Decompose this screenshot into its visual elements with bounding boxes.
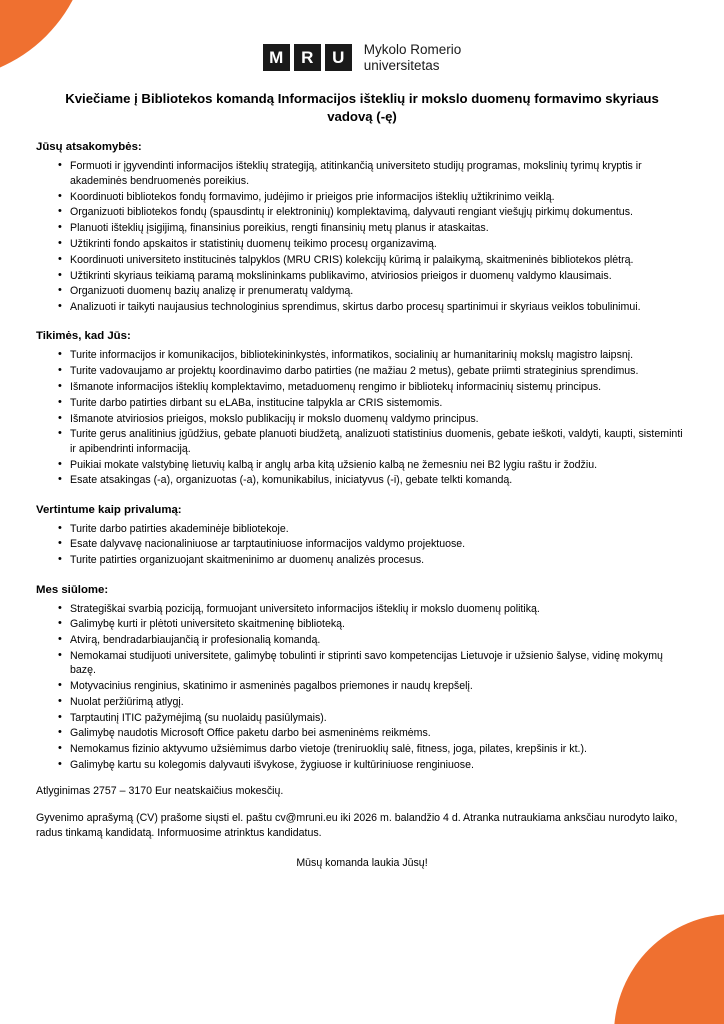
list-item: • Užtikrinti skyriaus teikiamą paramą mokslininkams publikavimo, atviriosios prieigos ir duomenų valdymo klausimais.	[60, 269, 688, 283]
section-offer	[36, 584, 688, 773]
section-responsibilities	[36, 141, 688, 314]
list-item: • Galimybę naudotis Microsoft Office paketu darbo bei asmeninėms reikmėms.	[60, 726, 688, 740]
list-item: • Turite patirties organizuojant skaitmeninimo ar duomenų analizės procesus.	[60, 553, 688, 567]
list-item: • Išmanote informacijos išteklių komplektavimo, metaduomenų rengimo ir bibliotekų informacinių sistemų principus.	[60, 380, 688, 394]
list-item: • Turite gerus analitinius įgūdžius, gebate planuoti biudžetą, analizuoti statistinius duomenis, gebate ieškoti, valdyti, kaupti, sisteminti ir apibendrinti informaciją.	[60, 427, 688, 456]
list-item: • Nemokamai studijuoti universitete, galimybę tobulinti ir stiprinti savo kompetencijas Lietuvoje ir užsienio šalyse, vidinę mokymų bazę.	[60, 649, 688, 678]
salary-text: Atlyginimas 2757 – 3170 Eur neatskaičius mokesčių.	[36, 785, 284, 798]
list-item: • Atvirą, bendradarbiaujančią ir profesionalią komandą.	[60, 633, 688, 647]
list-item: • Užtikrinti fondo apskaitos ir statistinių duomenų teikimo procesų organizavimą.	[60, 237, 688, 251]
advantages-list	[36, 522, 688, 568]
section-requirements	[36, 330, 688, 487]
list-item: • Esate dalyvavę nacionaliniuose ar tarptautiniuose informacijos valdymo projektuose.	[60, 537, 688, 551]
logo-wordmark	[364, 42, 462, 74]
list-item: • Planuoti išteklių įsigijimą, finansinius poreikius, rengti finansinių metų planus ir ataskaitas.	[60, 221, 688, 235]
list-item: • Koordinuoti universiteto institucinės talpyklos (MRU CRIS) kolekcijų kūrimą ir palaikymą, skaitmeninės bibliotekos plėtrą.	[60, 253, 688, 267]
section-advantages	[36, 504, 688, 568]
list-item: • Strategiškai svarbią poziciją, formuojant universiteto informacijos išteklių ir mokslo duomenų politiką.	[60, 602, 688, 616]
list-item: • Turite darbo patirties dirbant su eLABa, institucine talpykla ar CRIS sistemomis.	[60, 396, 688, 410]
logo-wordmark-line2: universitetas	[363, 57, 440, 73]
list-item: • Puikiai mokate valstybinę lietuvių kalbą ir anglų arba kitą užsienio kalbą ne žemesniu nei B2 lygiu raštu ir žodžiu.	[60, 458, 688, 472]
list-item: • Tarptautinį ITIC pažymėjimą (su nuolaidų pasiūlymais).	[60, 711, 688, 725]
logo-wordmark-line1: Mykolo Romerio	[363, 42, 462, 57]
logo-mark	[263, 44, 352, 71]
list-item: • Galimybę kurti ir plėtoti universiteto skaitmeninę biblioteką.	[60, 617, 688, 631]
list-item: • Organizuoti bibliotekos fondų (spausdintų ir elektroninių) komplektavimą, dalyvauti rengiant viešųjų pirkimų dokumentus.	[60, 205, 688, 219]
list-item: • Motyvacinius renginius, skatinimo ir asmeninės pagalbos priemones ir naudų krepšelį.	[60, 679, 688, 693]
section-heading: Tikimės, kad Jūs:	[36, 330, 131, 343]
logo-letter-u: U	[325, 44, 352, 71]
list-item: • Turite informacijos ir komunikacijos, bibliotekininkystės, informatikos, socialinių ar humanitarinių mokslų magistro laipsnį.	[60, 348, 688, 362]
logo-letter-m: M	[263, 44, 290, 71]
responsibilities-list	[36, 159, 688, 314]
application-text: Gyvenimo aprašymą (CV) prašome siųsti el. paštu cv@mruni.eu iki 2026 m. balandžio 4 d. Atranka nutraukiama anksčiau nurodyto laiko, radus tinkamą kandidatą. Informuosime atrinktus kandidatus.	[36, 812, 678, 839]
page-title: Kviečiame į Bibliotekos komandą Informacijos išteklių ir mokslo duomenų formavimo skyriaus vadovą (-ę)	[65, 90, 659, 124]
section-heading: Jūsų atsakomybės:	[36, 141, 142, 154]
list-item: • Analizuoti ir taikyti naujausius technologinius sprendimus, skirtus darbo procesų spartinimui ir skyriaus veiklos tobulinimui.	[60, 300, 688, 314]
list-item: • Galimybę kartu su kolegomis dalyvauti išvykose, žygiuose ir kultūriniuose renginiuose.	[60, 758, 688, 772]
closing-text: Mūsų komanda laukia Jūsų!	[296, 856, 428, 869]
offer-list	[36, 602, 688, 773]
list-item: • Turite vadovaujamo ar projektų koordinavimo darbo patirties (ne mažiau 2 metus), gebate priimti strateginius sprendimus.	[60, 364, 688, 378]
decorative-corner-bottom-right	[614, 914, 724, 1024]
section-heading: Mes siūlome:	[36, 583, 109, 596]
logo-letter-r: R	[294, 44, 321, 71]
list-item: • Formuoti ir įgyvendinti informacijos išteklių strategiją, atitinkančią universiteto studijų programas, mokslinių tyrimų kryptis ir akademinės bendruomenės poreikius.	[60, 159, 688, 188]
requirements-list	[36, 348, 688, 487]
logo	[0, 0, 724, 80]
list-item: • Koordinuoti bibliotekos fondų formavimo, judėjimo ir prieigos prie informacijos išteklių užtikrinimo veiklą.	[60, 190, 688, 204]
section-heading: Vertintume kaip privalumą:	[36, 503, 182, 516]
list-item: • Išmanote atviriosios prieigos, mokslo publikacijų ir mokslo duomenų valdymo principus.	[60, 412, 688, 426]
list-item: • Esate atsakingas (-a), organizuotas (-a), komunikabilus, iniciatyvus (-i), gebate telkti komandą.	[60, 473, 688, 487]
list-item: • Nemokamus fizinio aktyvumo užsiėmimus darbo vietoje (treniruoklių salė, fitness, joga, pilates, krepšinis ir kt.).	[60, 742, 688, 756]
list-item: • Turite darbo patirties akademinėje bibliotekoje.	[60, 522, 688, 536]
list-item: • Nuolat peržiūrimą atlygį.	[60, 695, 688, 709]
list-item: • Organizuoti duomenų bazių analizę ir prenumeratų valdymą.	[60, 284, 688, 298]
section-footer	[36, 784, 688, 868]
